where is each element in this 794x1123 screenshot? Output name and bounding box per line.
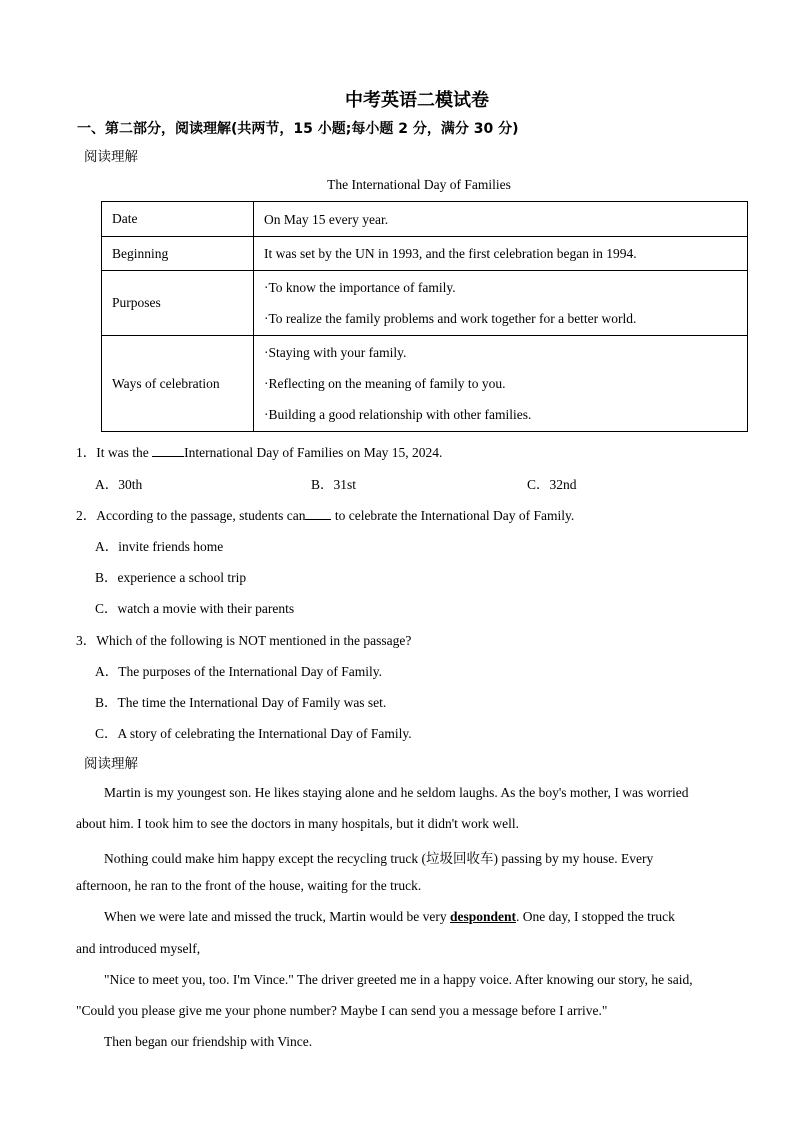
question-2 xyxy=(76,504,574,524)
table-value-line: ·Building a good relationship with other families. xyxy=(264,407,532,422)
question-number: 2． xyxy=(76,508,97,523)
passage-line: "Could you please give me your phone number? Maybe I can send you a message before I arrive." xyxy=(76,1003,608,1018)
subheading-reading-2: 阅读理解 xyxy=(84,756,138,772)
table-value-line: ·To know the importance of family. xyxy=(264,280,456,295)
table-row xyxy=(102,237,748,271)
table-value-line: ·Reflecting on the meaning of family to you. xyxy=(264,376,506,391)
passage-line xyxy=(104,909,675,925)
section-heading: 一、第二部分，阅读理解(共两节，15 小题;每小题 2 分，满分 30 分) xyxy=(77,121,519,137)
passage-line: "Nice to meet you, too. I'm Vince." The driver greeted me in a happy voice. After knowing our story, he said, xyxy=(104,972,693,987)
table-value-line: ·Staying with your family. xyxy=(264,345,407,360)
option-a[interactable]: A．The purposes of the International Day of Family. xyxy=(95,664,383,679)
table-value xyxy=(254,237,748,271)
subheading-reading-1: 阅读理解 xyxy=(84,149,138,165)
vocab-word-despondent: despondent xyxy=(450,909,517,924)
passage-line: Nothing could make him happy except the recycling truck (垃圾回收车) passing by my house. Every xyxy=(104,851,654,866)
table-caption: The International Day of Families xyxy=(327,177,511,192)
answer-blank xyxy=(152,444,184,457)
table-value xyxy=(254,271,748,336)
table-value xyxy=(254,336,748,432)
option-c[interactable]: C．32nd xyxy=(527,477,577,492)
passage-line: afternoon, he ran to the front of the house, waiting for the truck. xyxy=(76,878,422,893)
option-c[interactable]: C．A story of celebrating the International Day of Family. xyxy=(95,726,412,741)
table-key: Beginning xyxy=(102,237,254,271)
table-value-line: It was set by the UN in 1993, and the first celebration began in 1994. xyxy=(264,246,637,261)
table-key: Ways of celebration xyxy=(102,336,254,432)
question-text: Which of the following is NOT mentioned in the passage? xyxy=(96,633,412,648)
question-text-pre: It was the xyxy=(96,445,153,460)
option-b[interactable]: B．The time the International Day of Family was set. xyxy=(95,695,387,710)
passage-line: Martin is my youngest son. He likes staying alone and he seldom laughs. As the boy's mother, I was worried xyxy=(104,785,689,800)
question-number: 3． xyxy=(76,633,97,648)
passage-line: Then began our friendship with Vince. xyxy=(104,1034,313,1049)
info-table xyxy=(101,201,748,432)
question-3 xyxy=(76,629,411,649)
table-value-line: ·To realize the family problems and work together for a better world. xyxy=(264,311,637,326)
option-a[interactable]: A．30th xyxy=(95,477,143,492)
question-number: 1． xyxy=(76,445,97,460)
option-c[interactable]: C．watch a movie with their parents xyxy=(95,601,295,616)
question-text-post: to celebrate the International Day of Family. xyxy=(331,508,575,523)
question-text-pre: According to the passage, students can xyxy=(96,508,306,523)
table-key: Date xyxy=(102,202,254,237)
question-text-post: International Day of Families on May 15, 2024. xyxy=(184,445,443,460)
option-a[interactable]: A．invite friends home xyxy=(95,539,224,554)
question-1 xyxy=(76,441,442,461)
passage-text: . One day, I stopped the truck xyxy=(516,909,675,924)
table-row xyxy=(102,336,748,432)
passage-line: and introduced myself, xyxy=(76,941,201,956)
table-row xyxy=(102,271,748,336)
option-b[interactable]: B．31st xyxy=(311,477,357,492)
passage-line: about him. I took him to see the doctors in many hospitals, but it didn't work well. xyxy=(76,816,520,831)
table-key: Purposes xyxy=(102,271,254,336)
page-title: 中考英语二模试卷 xyxy=(345,90,489,111)
passage-text: When we were late and missed the truck, Martin would be very xyxy=(104,909,451,924)
table-value-line: On May 15 every year. xyxy=(264,211,389,227)
table-value xyxy=(254,202,748,237)
table-row xyxy=(102,202,748,237)
answer-blank xyxy=(305,507,331,520)
option-b[interactable]: B．experience a school trip xyxy=(95,570,247,585)
